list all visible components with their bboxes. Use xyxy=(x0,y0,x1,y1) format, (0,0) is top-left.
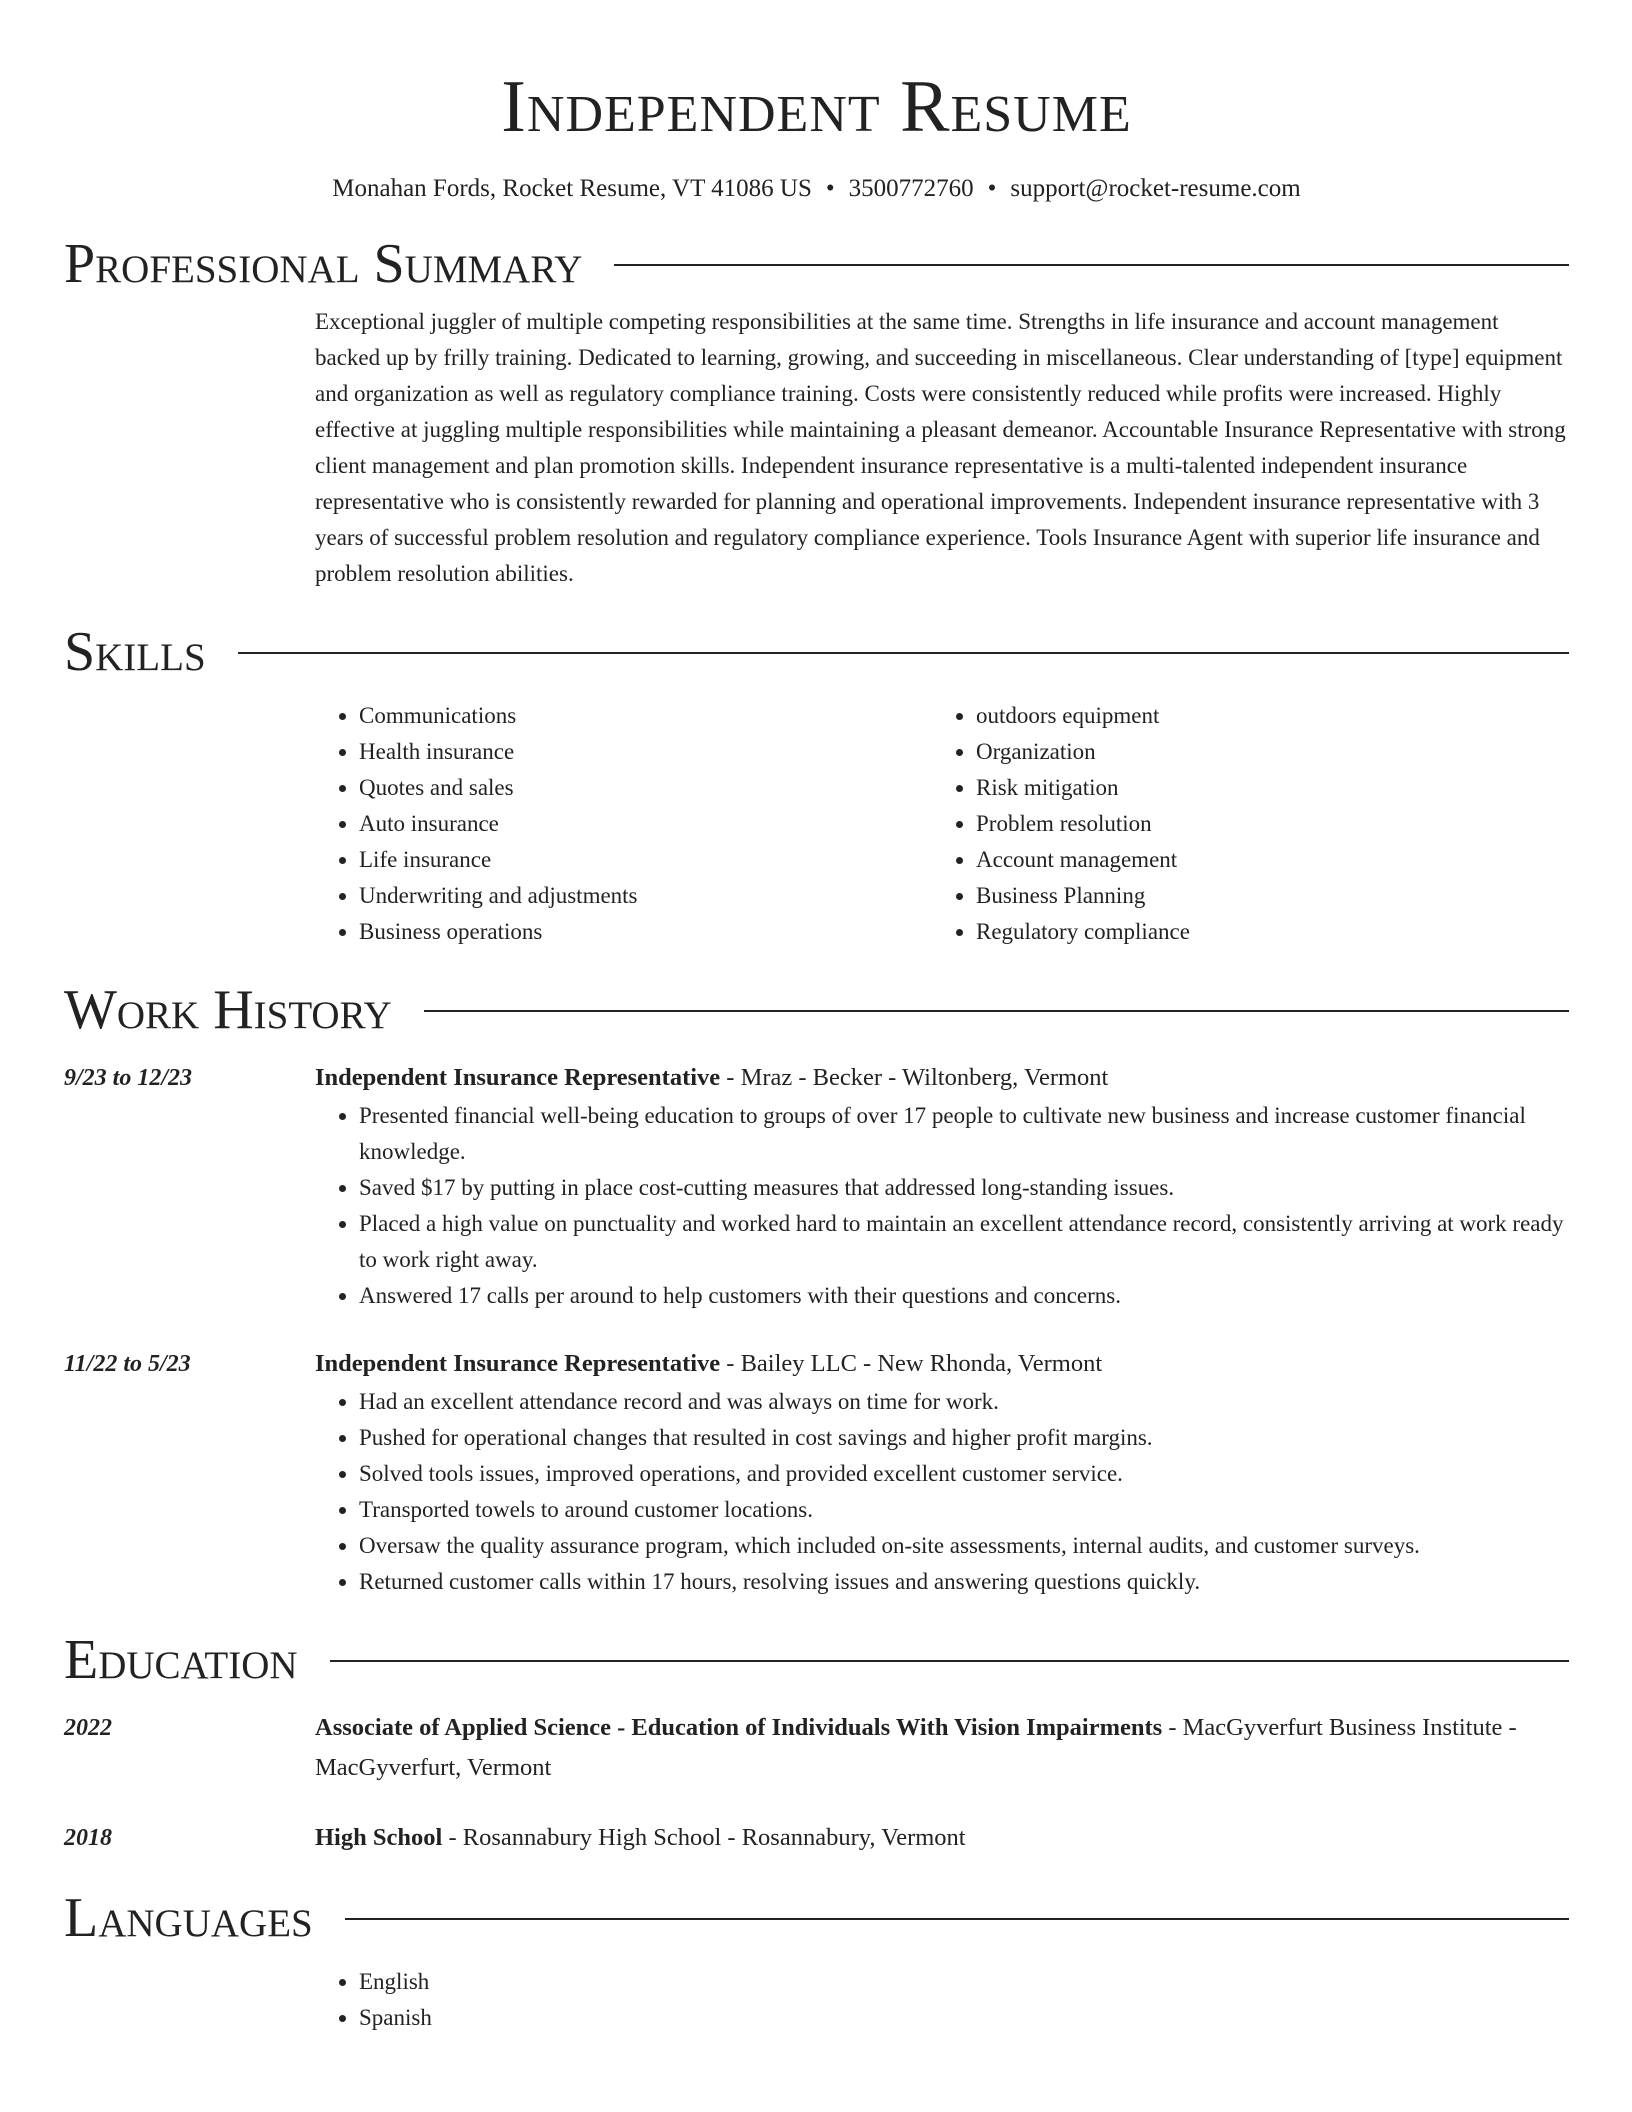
summary-text: Exceptional juggler of multiple competing responsibilities at the same time. Strengths in life insurance and account management backed up by frilly training. Dedicated to learning, growing, and succeeding in miscellaneous. Clear understanding of [type] equipment and organization as well as regulatory compliance training. Costs were consistently reduced while profits were increased. Highly effective at juggling multiple responsibilities while maintaining a pleasant demeanor. Accountable Insurance Representative with strong client management and plan promotion skills. Independent insurance representative is a multi-talented independent insurance representative who is consistently rewarded for planning and operational improvements. Independent insurance representative with 3 years of successful problem resolution and regulatory compliance experience. Tools Insurance Agent with superior life insurance and problem resolution abilities. xyxy=(315,309,1566,586)
work-entry-bullets xyxy=(315,1098,1569,1314)
education-entry-degree: Associate of Applied Science - Education of Individuals With Vision Impairments xyxy=(315,1714,1163,1741)
contact-separator: • xyxy=(825,175,835,202)
work-entry-details: - Bailey LLC - New Rhonda, Vermont xyxy=(720,1350,1103,1377)
education-section-header xyxy=(64,1628,1569,1692)
skills-column-left xyxy=(315,698,932,950)
education-entry-date: 2018 xyxy=(64,1825,112,1851)
languages-body xyxy=(315,1964,1569,2036)
work-entry-date: 11/22 to 5/23 xyxy=(64,1351,191,1377)
work-entry-bullets xyxy=(315,1384,1569,1600)
work-bullet: • Presented financial well-being education to groups of over 17 people to cultivate new business and increase customer financial knowledge. xyxy=(359,1098,1569,1170)
work-entry xyxy=(64,1058,1569,1314)
skills-list xyxy=(315,698,1569,950)
resume-page xyxy=(64,0,1569,2036)
skill-item: • Organization xyxy=(976,734,1549,770)
work-bullet: • Placed a high value on punctuality and worked hard to maintain an excellent attendance record, consistently arriving at work ready to work right away. xyxy=(359,1206,1569,1278)
contact-address: Monahan Fords, Rocket Resume, VT 41086 US xyxy=(332,175,812,202)
section-divider xyxy=(614,264,1569,266)
resume-name: Independent Resume xyxy=(501,66,1132,148)
skill-item: • Account management xyxy=(976,842,1549,878)
education-entry-details: - Rosannabury High School - Rosannabury, Vermont xyxy=(442,1824,966,1851)
education-entry xyxy=(64,1708,1569,1788)
work-bullet: • Transported towels to around customer locations. xyxy=(359,1492,1569,1528)
work-entry-heading xyxy=(315,1344,1569,1384)
work-entry-body xyxy=(315,1058,1569,1314)
work-bullet: • Had an excellent attendance record and was always on time for work. xyxy=(359,1384,1569,1420)
skill-item: • Business Planning xyxy=(976,878,1549,914)
contact-email: support@rocket-resume.com xyxy=(1010,175,1301,202)
skill-item: • Health insurance xyxy=(359,734,932,770)
contact-separator: • xyxy=(987,175,997,202)
skills-column-right xyxy=(932,698,1549,950)
skill-item: • Risk mitigation xyxy=(976,770,1549,806)
education-entry-degree: High School xyxy=(315,1824,443,1851)
work-bullet: • Answered 17 calls per around to help customers with their questions and concerns. xyxy=(359,1278,1569,1314)
skill-item: • Business operations xyxy=(359,914,932,950)
work-entry-body xyxy=(315,1344,1569,1600)
skill-item: • Life insurance xyxy=(359,842,932,878)
education-section-title: Education xyxy=(64,1629,298,1691)
education-entry-heading xyxy=(315,1708,1569,1788)
education-entry-heading xyxy=(315,1818,1569,1858)
work-bullet: • Pushed for operational changes that resulted in cost savings and higher profit margins. xyxy=(359,1420,1569,1456)
contact-phone: 3500772760 xyxy=(848,175,974,202)
skills-section-header xyxy=(64,620,1569,684)
language-item: • English xyxy=(359,1964,1569,2000)
language-item: • Spanish xyxy=(359,2000,1569,2036)
section-divider xyxy=(424,1010,1569,1012)
summary-section-title: Professional Summary xyxy=(64,233,583,295)
work-bullet: • Oversaw the quality assurance program, which included on-site assessments, internal audits, and customer surveys. xyxy=(359,1528,1569,1564)
work-entry-role: Independent Insurance Representative xyxy=(315,1350,721,1377)
section-divider xyxy=(345,1918,1569,1920)
skills-section-title: Skills xyxy=(64,621,206,683)
languages-section-title: Languages xyxy=(64,1887,313,1949)
work-entry-date: 9/23 to 12/23 xyxy=(64,1065,193,1091)
skill-item: • outdoors equipment xyxy=(976,698,1549,734)
skill-item: • Quotes and sales xyxy=(359,770,932,806)
work-entry-heading xyxy=(315,1058,1569,1098)
education-entry xyxy=(64,1818,1569,1858)
summary-section-header xyxy=(64,232,1569,296)
languages-list xyxy=(315,1964,1569,2036)
education-entry-details: - MacGyverfurt Business Institute - MacGyverfurt, Vermont xyxy=(315,1714,1517,1781)
skill-item: • Auto insurance xyxy=(359,806,932,842)
skill-item: • Communications xyxy=(359,698,932,734)
work-bullet: • Returned customer calls within 17 hours, resolving issues and answering questions quickly. xyxy=(359,1564,1569,1600)
work-bullet: • Saved $17 by putting in place cost-cutting measures that addressed long-standing issues. xyxy=(359,1170,1569,1206)
work-entry xyxy=(64,1344,1569,1600)
languages-section-header xyxy=(64,1886,1569,1950)
summary-body xyxy=(315,304,1569,592)
work-section-header xyxy=(64,978,1569,1042)
education-entry-date: 2022 xyxy=(64,1715,112,1741)
skill-item: • Problem resolution xyxy=(976,806,1549,842)
work-entry-role: Independent Insurance Representative xyxy=(315,1064,721,1091)
skill-item: • Underwriting and adjustments xyxy=(359,878,932,914)
skill-item: • Regulatory compliance xyxy=(976,914,1549,950)
work-bullet: • Solved tools issues, improved operations, and provided excellent customer service. xyxy=(359,1456,1569,1492)
work-entry-details: - Mraz - Becker - Wiltonberg, Vermont xyxy=(720,1064,1109,1091)
section-divider xyxy=(330,1660,1569,1662)
contact-line xyxy=(64,172,1569,206)
work-section-title: Work History xyxy=(64,979,392,1041)
section-divider xyxy=(238,652,1569,654)
